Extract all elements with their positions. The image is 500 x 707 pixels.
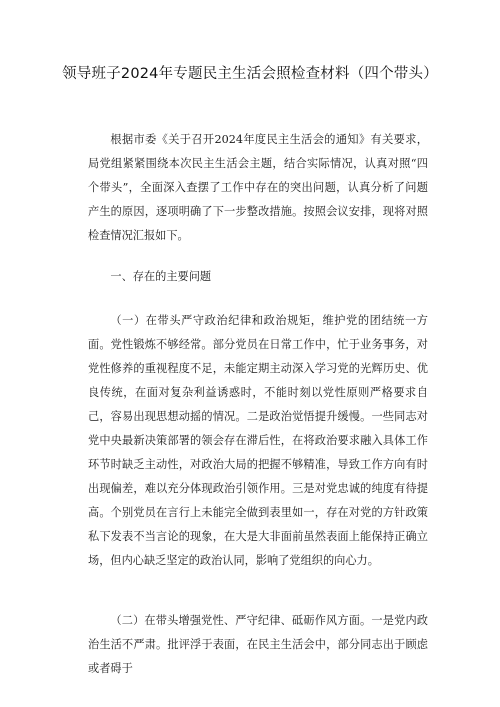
intro-paragraph: 根据市委《关于召开2024年度民主生活会的通知》有关要求，局党组紧紧围绕本次民主生活会主题，结合实际情况，认真对照“四个带头”，全面深入查摆了工作中存在的突出问题，认真分析了问题产生的原因，逐项明确了下一步整改措施。按照会议安排，现将对照检查情况汇报如下。 bbox=[88, 133, 428, 242]
paragraph-political-discipline: （一）在带头严守政治纪律和政治规矩，维护党的团结统一方面。党性锻炼不够经常。部分党员在日常工作中，忙于业务事务，对党性修养的重视程度不足，未能定期主动深入学习党的光辉历史、优良传统，在面对复杂利益诱惑时，不能时刻以党性原则严格要求自己，容易出现思想动摇的情况。二是政治觉悟提升缓慢。一些同志对党中央最新决策部署的领会存在滞后性，在将政治要求融入具体工作环节时缺乏主动性，对政治大局的把握不够精准，导致工作方向有时出现偏差，难以充分体现政治引领作用。三是对党忠诚的纯度有待提高。个别党员在言行上未能完全做到表里如一，存在对党的方针政策私下发表不当言论的现象，在大是大非面前虽然表面上能保持正确立场，但内心缺乏坚定的政治认同，影响了党组织的向心力。 bbox=[88, 314, 428, 567]
paragraph-party-spirit: （二）在带头增强党性、严守纪律、砥砺作风方面。一是党内政治生活不严肃。批评浮于表面，在民主生活会中，部分同志出于顾虑或者碍于 bbox=[88, 614, 428, 675]
document-body bbox=[88, 128, 428, 681]
document-title: 领导班子2024年专题民主生活会照检查材料（四个带头） bbox=[62, 66, 438, 82]
section-heading-problems: 一、存在的主要问题 bbox=[110, 270, 212, 283]
